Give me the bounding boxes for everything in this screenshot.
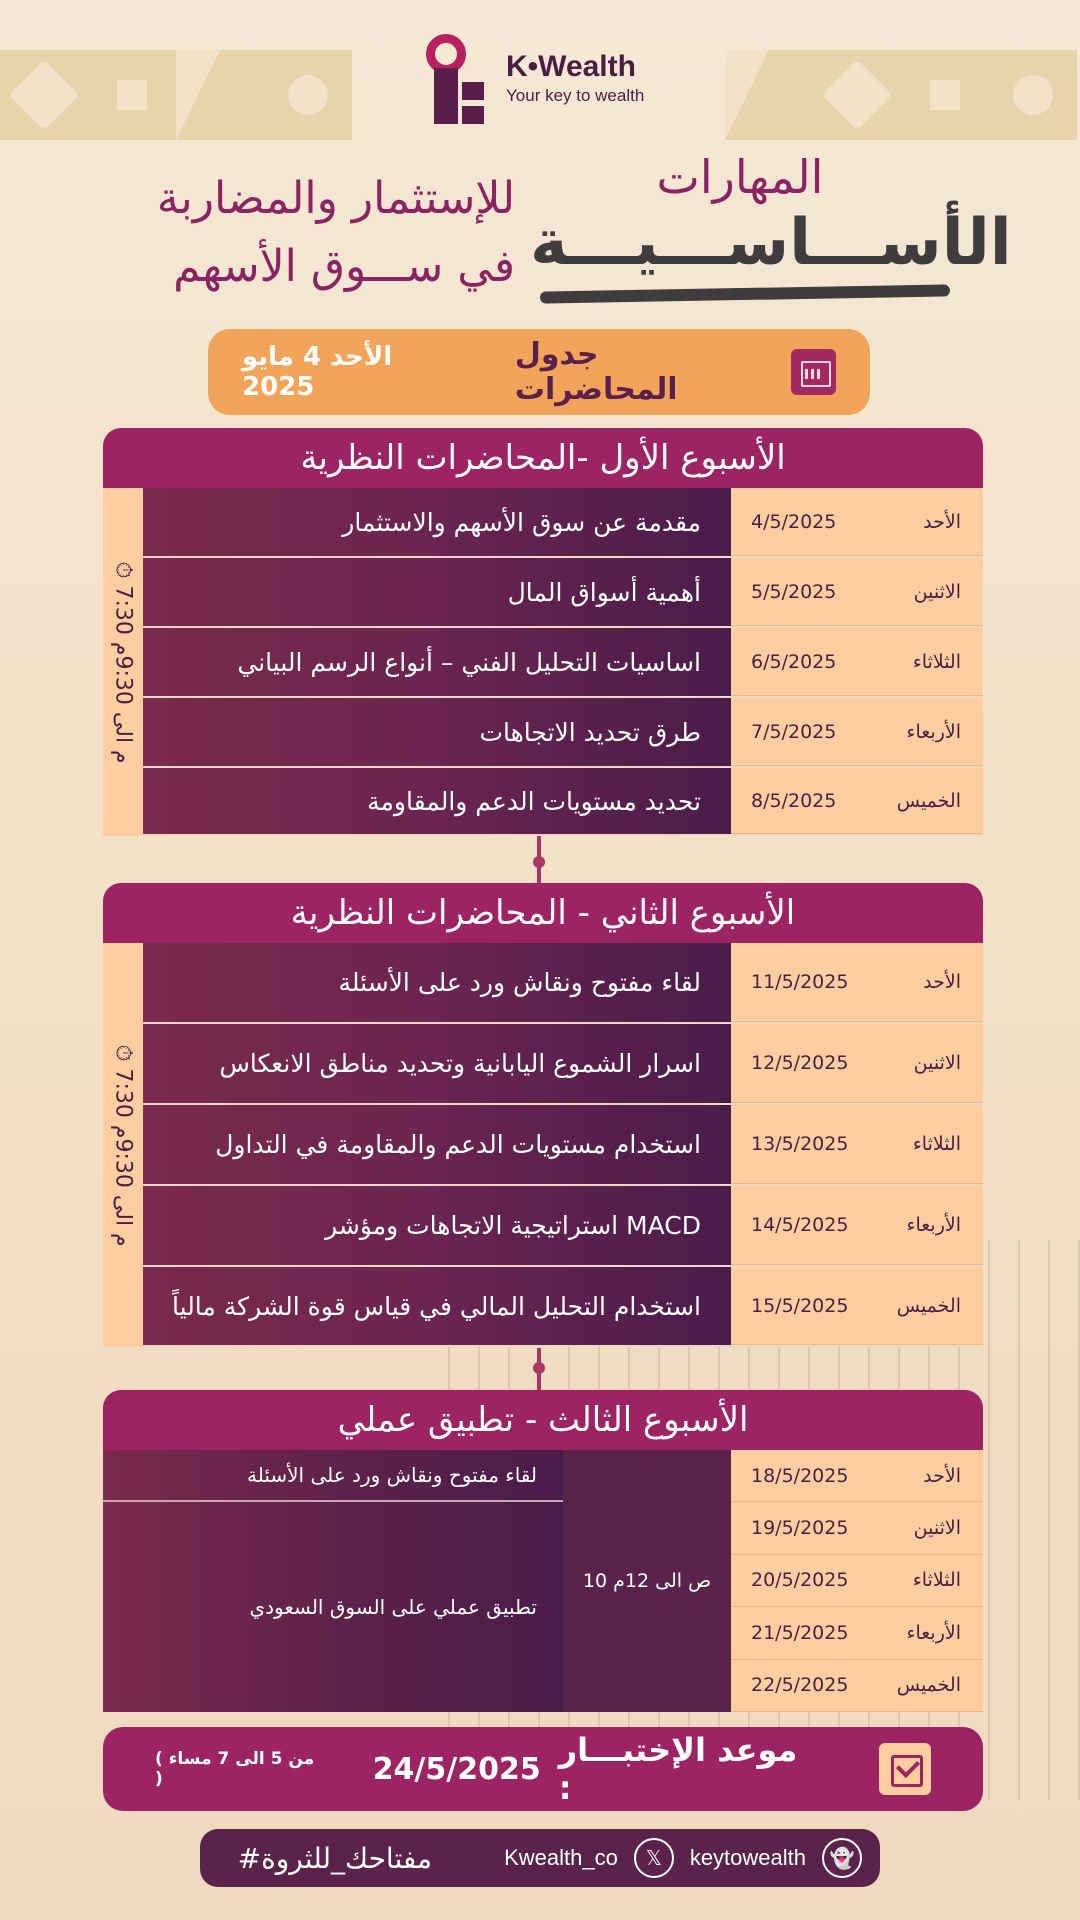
row-date: 19/5/2025 [751, 1517, 849, 1540]
table-row [731, 1660, 983, 1712]
table-row [103, 488, 983, 558]
week2-table [103, 943, 983, 1347]
table-row [731, 1502, 983, 1554]
row-day: الأربعاء [906, 1621, 961, 1644]
row-day: الاثنين [913, 1517, 961, 1540]
table-row [103, 698, 983, 768]
headline-line3: للإستثمار والمضاربة [156, 173, 515, 224]
row-topic: أهمية أسواق المال [143, 558, 731, 626]
table-row [103, 943, 983, 1024]
row-topic: اسرار الشموع اليابانية وتحديد مناطق الانعكاس [143, 1024, 731, 1103]
row-day: الثلاثاء [912, 1569, 961, 1592]
header-pattern-left [0, 50, 355, 140]
row-date: 5/5/2025 [751, 580, 837, 603]
table-row [103, 558, 983, 628]
headline-left [135, 165, 515, 301]
schedule-start-date: الأحد 4 مايو 2025 [242, 342, 393, 402]
brand-tagline: Your key to wealth [506, 86, 645, 105]
week1-section [103, 428, 983, 836]
week3-table [103, 1450, 983, 1712]
exam-banner [103, 1727, 983, 1811]
table-row [103, 1267, 983, 1347]
schedule-banner [208, 329, 870, 415]
hashtag: #مفتاحك_للثروة [237, 1841, 433, 1875]
schedule-title: جدول المحاضرات [514, 337, 678, 407]
headline-underline [540, 284, 950, 303]
row-date: 13/5/2025 [751, 1133, 849, 1155]
table-row [731, 1607, 983, 1659]
row-date: 15/5/2025 [751, 1294, 849, 1317]
row-day: الاثنين [913, 1052, 961, 1074]
exam-label: موعد الإختبـــار : [558, 1731, 798, 1807]
row-date: 4/5/2025 [751, 510, 837, 533]
row-date: 20/5/2025 [751, 1569, 849, 1592]
row-day: الخميس [896, 789, 961, 812]
header-pattern-right [725, 50, 1080, 140]
table-row [731, 1450, 983, 1502]
exam-time: ( من 5 الى 7 مساء ) [155, 1749, 315, 1789]
headline-right [530, 150, 1012, 280]
x-twitter-icon[interactable]: 𝕏 [634, 1838, 674, 1878]
row-topic: اساسيات التحليل الفني – أنواع الرسم البياني [143, 628, 731, 696]
row-topic: استخدام التحليل المالي في قياس قوة الشركة مالياً [143, 1267, 731, 1345]
week1-table [103, 488, 983, 836]
row-day: الاثنين [913, 580, 961, 603]
row-day: الأحد [923, 971, 961, 993]
table-row [103, 1186, 983, 1267]
exam-date: 24/5/2025 [372, 1751, 541, 1787]
week3-time: 10 ص الى 12م [563, 1450, 731, 1712]
row-topic: تحديد مستويات الدعم والمقاومة [143, 768, 731, 834]
week3-topics [103, 1450, 563, 1712]
row-day: الأربعاء [906, 720, 961, 743]
headline-line2: الأســـاســـيـــة [530, 206, 1012, 280]
brand-logo [420, 30, 644, 126]
row-date: 22/5/2025 [751, 1674, 849, 1697]
week3-title: الأسبوع الثالث - تطبيق عملي [103, 1390, 983, 1450]
table-row [103, 768, 983, 836]
row-day: الأربعاء [906, 1214, 961, 1236]
row-date: 21/5/2025 [751, 1621, 849, 1644]
row-date: 6/5/2025 [751, 650, 837, 673]
brand-name: K•Wealth [506, 50, 636, 83]
row-day: الثلاثاء [912, 1133, 961, 1155]
row-day: الأحد [923, 1464, 961, 1487]
week3-topic-open-session: لقاء مفتوح ونقاش ورد على الأسئلة [103, 1450, 563, 1502]
table-row [103, 1024, 983, 1105]
snapchat-handle[interactable]: keytowealth [689, 1845, 806, 1870]
row-topic: لقاء مفتوح ونقاش ورد على الأسئلة [143, 943, 731, 1022]
row-day: الخميس [896, 1674, 961, 1697]
row-topic: مقدمة عن سوق الأسهم والاستثمار [143, 488, 731, 556]
snapchat-icon[interactable]: 👻 [822, 1838, 862, 1878]
row-day: الثلاثاء [912, 650, 961, 673]
table-row [103, 628, 983, 698]
week2-section [103, 883, 983, 1347]
table-row [731, 1555, 983, 1607]
row-topic: استراتيجية الاتجاهات ومؤشر MACD [143, 1186, 731, 1265]
connector-dot [533, 1362, 545, 1374]
row-date: 18/5/2025 [751, 1464, 849, 1487]
row-topic: طرق تحديد الاتجاهات [143, 698, 731, 766]
connector-dot [533, 856, 545, 868]
row-date: 8/5/2025 [751, 789, 837, 812]
row-topic: استخدام مستويات الدعم والمقاومة في التداول [143, 1105, 731, 1184]
row-day: الأحد [923, 510, 961, 533]
row-date: 12/5/2025 [751, 1052, 849, 1074]
week1-title: الأسبوع الأول -المحاضرات النظرية [103, 428, 983, 488]
week1-time-column [103, 488, 143, 836]
row-date: 14/5/2025 [751, 1214, 849, 1236]
social-footer [200, 1829, 880, 1887]
checkbox-icon [879, 1743, 931, 1795]
headline-line1: المهارات [656, 150, 824, 204]
week2-title: الأسبوع الثاني - المحاضرات النظرية [103, 883, 983, 943]
table-row [103, 1105, 983, 1186]
week1-time: ⏱ 7:30 م الى 9:30م [110, 560, 136, 764]
calendar-icon [791, 349, 836, 395]
row-date: 11/5/2025 [751, 971, 849, 993]
x-handle[interactable]: Kwealth_co [504, 1845, 618, 1870]
row-date: 7/5/2025 [751, 720, 837, 743]
row-day: الخميس [896, 1294, 961, 1317]
week3-topic-practical: تطبيق عملي على السوق السعودي [249, 1595, 537, 1619]
week2-time: ⏱ 7:30 م الى 9:30م [110, 1043, 136, 1247]
key-logo-icon [420, 32, 492, 124]
week3-dates [731, 1450, 983, 1712]
headline-line4: في ســـوق الأسهم [173, 241, 515, 292]
week3-section [103, 1390, 983, 1712]
week2-time-column [103, 943, 143, 1347]
